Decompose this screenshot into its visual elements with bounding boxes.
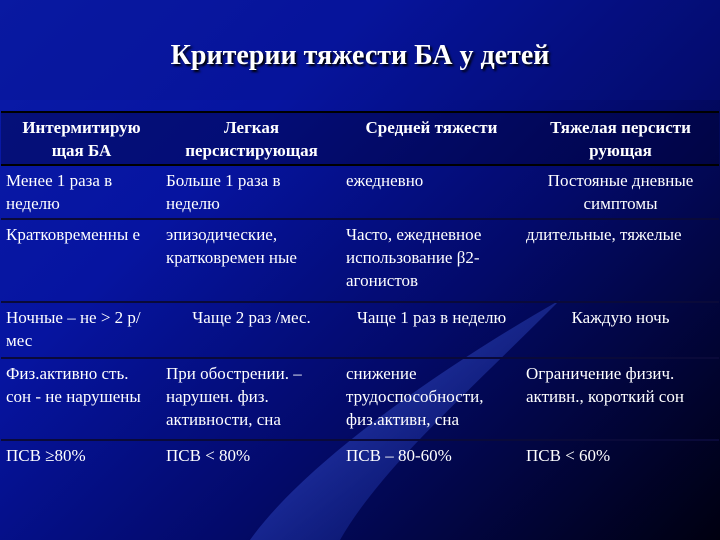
table-cell: Больше 1 раза в неделю [161,165,341,219]
severity-criteria-table [1,111,719,480]
slide-title: Критерии тяжести БА у детей [170,40,550,71]
table-cell: Кратковременны е [1,219,161,302]
table-cell: Чаще 1 раз в неделю [341,302,521,358]
header-intermittent: Интермитирую щая БА [1,112,161,165]
table-cell: Ограничение физич. активн., короткий сон [521,358,719,440]
table-cell: длительные, тяжелые [521,219,719,302]
table-row [1,219,719,302]
header-mild-persistent: Легкая персистирующая [161,112,341,165]
table-row [1,358,719,440]
table-cell: Каждую ночь [521,302,719,358]
table-header-row [1,112,719,165]
table-cell: Чаще 2 раз /мес. [161,302,341,358]
table-cell: Часто, ежедневное использование β2-агонистов [341,219,521,302]
table-cell: Менее 1 раза в неделю [1,165,161,219]
table-cell: При обострении. – нарушен. физ. активности, сна [161,358,341,440]
table-cell: Физ.активно сть. сон - не нарушены [1,358,161,440]
table-row [1,440,719,480]
table-cell: снижение трудоспособности, физ.активн, сна [341,358,521,440]
table-cell: эпизодические, кратковремен ные [161,219,341,302]
table-cell: ПСВ < 60% [521,440,719,480]
table-cell: ПСВ ≥80% [1,440,161,480]
table-row [1,165,719,219]
table-cell: ежедневно [341,165,521,219]
header-moderate: Средней тяжести [341,112,521,165]
table-cell: ПСВ < 80% [161,440,341,480]
table-cell: Ночные – не > 2 р/мес [1,302,161,358]
header-severe-persistent: Тяжелая персисти рующая [521,112,719,165]
table-row [1,302,719,358]
table-cell: ПСВ – 80-60% [341,440,521,480]
table-cell: Постояные дневные симптомы [521,165,719,219]
